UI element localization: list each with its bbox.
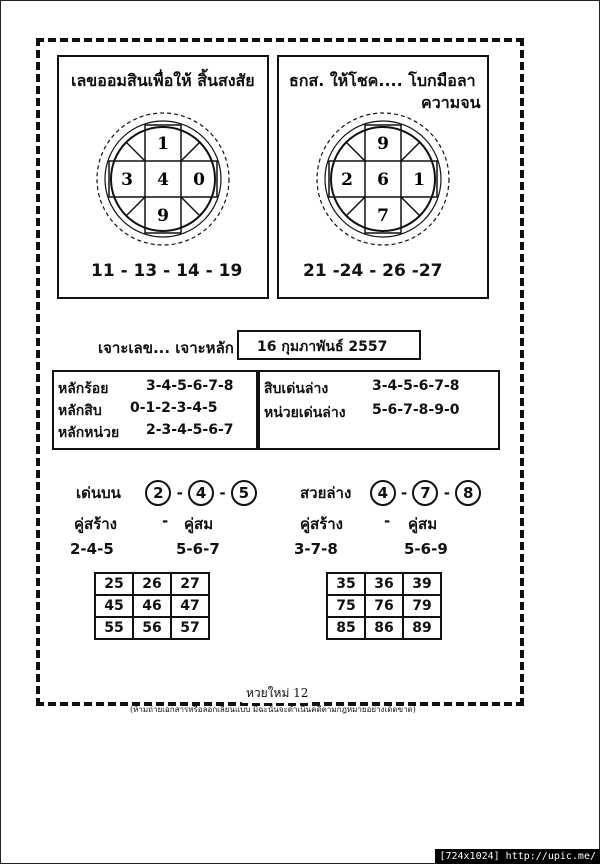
date-row-label: เจาะเลข... เจาะหลัก: [98, 339, 234, 357]
right-lotus-wheel: [313, 109, 453, 249]
digit-label-units-lower: หน่วยเด่นล่าง: [264, 405, 346, 421]
wheel-center-number: 6: [377, 170, 389, 190]
footer-note: (ห้ามถ่ายเอกสารหรือลอกเลียนแบบ มิฉะนั้นจะดำเนินคดีตามกฎหมายอย่างเด็ดขาด): [130, 705, 416, 714]
digits-left-box: [52, 370, 258, 450]
bottom-pick-3: 8: [455, 480, 481, 506]
grid-cell: 26: [133, 573, 171, 595]
wheel-bottom-number: 9: [157, 206, 169, 226]
right-wheel-panel: [277, 55, 489, 299]
grid-cell: 55: [95, 617, 133, 639]
digit-label-tens-lower: สิบเด่นล่าง: [264, 381, 329, 397]
top-picks-row: เด่นบน 2 - 4 - 5: [76, 480, 257, 506]
wheel-bottom-number: 7: [377, 206, 389, 226]
digit-value-units-lower: 5-6-7-8-9-0: [372, 402, 460, 418]
wheel-top-number: 1: [157, 134, 169, 154]
footer-title: หวยใหม่ 12: [242, 684, 312, 703]
wheel-right-number: 0: [193, 170, 205, 190]
digit-value-units: 2-3-4-5-6-7: [146, 422, 234, 438]
digit-label-tens: หลักสิบ: [58, 403, 102, 419]
left-panel-title: เลขออมสินเพื่อให้ สิ้นสงสัย: [71, 71, 255, 90]
digit-label-units: หลักหน่วย: [58, 425, 120, 441]
date-text: 16 กุมภาพันธ์ 2557: [257, 339, 388, 355]
digits-right-box: [258, 370, 500, 450]
wheel-left-number: 2: [341, 170, 353, 190]
grid-cell: 86: [365, 617, 403, 639]
bottom-number-grid: [326, 572, 442, 640]
top-pick-1: 2: [145, 480, 171, 506]
bottom-picks-label: สวยล่าง: [300, 484, 352, 502]
top-pair-label: คู่สร้าง: [74, 515, 117, 533]
grid-cell: 27: [171, 573, 209, 595]
right-panel-title: ธกส. ให้โชค.... โบกมือลา: [289, 71, 476, 90]
wheel-left-number: 3: [121, 170, 133, 190]
watermark-stamp: [724x1024] http://upic.me/: [435, 849, 600, 864]
grid-cell: 46: [133, 595, 171, 617]
bottom-pick-1: 4: [370, 480, 396, 506]
bottom-pair-label: คู่สร้าง: [300, 515, 343, 533]
grid-cell: 36: [365, 573, 403, 595]
bottom-pair-a: 3-7-8: [294, 540, 338, 558]
top-pair-b: 5-6-7: [176, 540, 220, 558]
grid-cell: 39: [403, 573, 441, 595]
grid-cell: 57: [171, 617, 209, 639]
left-lotus-wheel: [93, 109, 233, 249]
top-pick-2: 4: [188, 480, 214, 506]
digit-value-tens: 0-1-2-3-4-5: [130, 400, 218, 416]
grid-cell: 85: [327, 617, 365, 639]
top-pick-3: 5: [231, 480, 257, 506]
grid-cell: 35: [327, 573, 365, 595]
date-box: [237, 330, 421, 360]
wheel-right-number: 1: [413, 170, 425, 190]
grid-cell: 75: [327, 595, 365, 617]
grid-cell: 79: [403, 595, 441, 617]
top-pair-label2: คู่สม: [184, 515, 214, 533]
grid-cell: 89: [403, 617, 441, 639]
bottom-pair-dash: -: [384, 512, 391, 530]
top-picks-label: เด่นบน: [76, 484, 121, 502]
bottom-pair-b: 5-6-9: [404, 540, 448, 558]
digit-value-tens-lower: 3-4-5-6-7-8: [372, 378, 460, 394]
top-pair-dash: -: [162, 512, 169, 530]
top-number-grid: [94, 572, 210, 640]
wheel-top-number: 9: [377, 134, 389, 154]
top-pair-a: 2-4-5: [70, 540, 114, 558]
grid-cell: 56: [133, 617, 171, 639]
bottom-pair-label2: คู่สม: [408, 515, 438, 533]
right-panel-subtitle: ความจน: [421, 93, 481, 112]
grid-cell: 47: [171, 595, 209, 617]
bottom-pick-2: 7: [412, 480, 438, 506]
left-panel-numbers: 11 - 13 - 14 - 19: [91, 261, 243, 281]
digit-value-hundreds: 3-4-5-6-7-8: [146, 378, 234, 394]
left-wheel-panel: [57, 55, 269, 299]
grid-cell: 45: [95, 595, 133, 617]
right-panel-numbers: 21 -24 - 26 -27: [303, 261, 443, 281]
grid-cell: 25: [95, 573, 133, 595]
bottom-picks-row: สวยล่าง 4 - 7 - 8: [300, 480, 481, 506]
grid-cell: 76: [365, 595, 403, 617]
digit-label-hundreds: หลักร้อย: [58, 381, 109, 397]
wheel-center-number: 4: [157, 170, 169, 190]
